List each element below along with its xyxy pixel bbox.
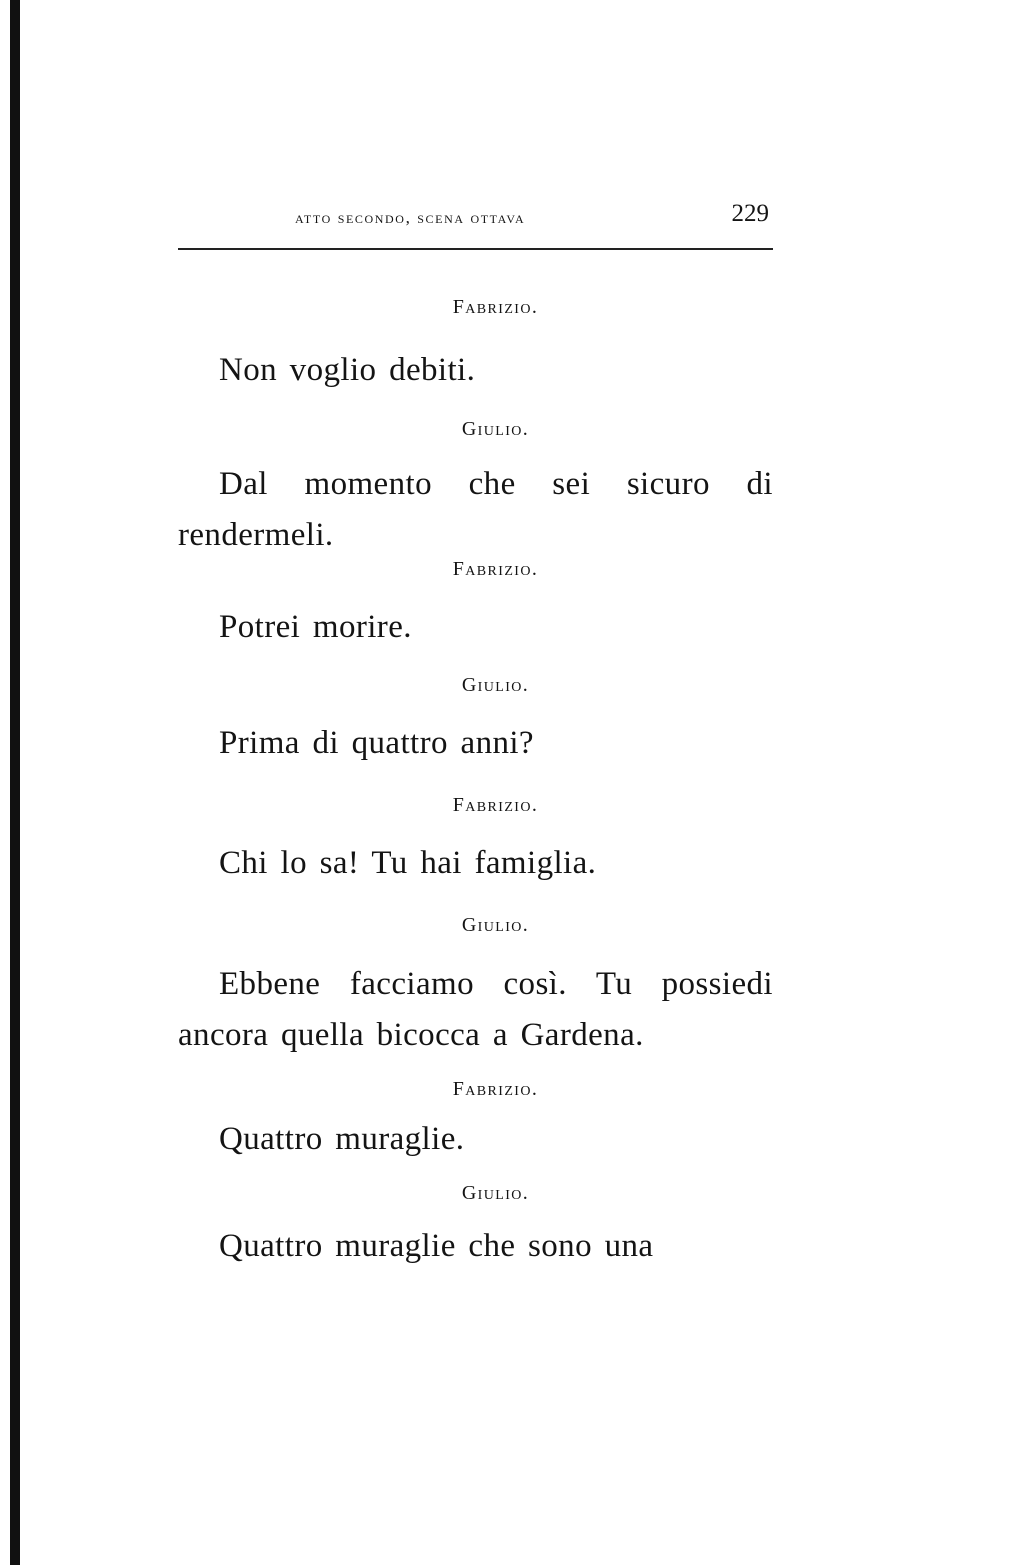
speaker-name: Giulio. (461, 674, 530, 696)
speaker-name: Giulio. (461, 914, 530, 936)
speech-line: Dal momento che sei sicuro di rendermeli. (178, 466, 773, 553)
header-rule (178, 248, 773, 250)
speaker-name: Fabrizio. (452, 1078, 539, 1100)
speaker-name: Fabrizio. (452, 296, 539, 318)
speaker-name: Giulio. (461, 418, 530, 440)
page-number: 229 (731, 200, 769, 227)
speech-line: Non voglio debiti. (219, 352, 476, 388)
speech-line: Potrei morire. (219, 609, 412, 645)
speech-line: Quattro muraglie. (219, 1121, 465, 1157)
speaker-name: Fabrizio. (452, 794, 539, 816)
running-head (178, 200, 773, 236)
running-title: atto secondo, scena ottava (295, 208, 526, 227)
speaker-name: Fabrizio. (452, 558, 539, 580)
speech-line: Ebbene facciamo così. Tu possiedi ancora quella bicocca a Gardena. (178, 966, 773, 1053)
speaker-name: Giulio. (461, 1182, 530, 1204)
speech-line: Quattro muraglie che sono una (219, 1228, 654, 1264)
speech-line: Prima di quattro anni? (219, 725, 534, 761)
speech-line: Chi lo sa! Tu hai famiglia. (219, 845, 597, 881)
